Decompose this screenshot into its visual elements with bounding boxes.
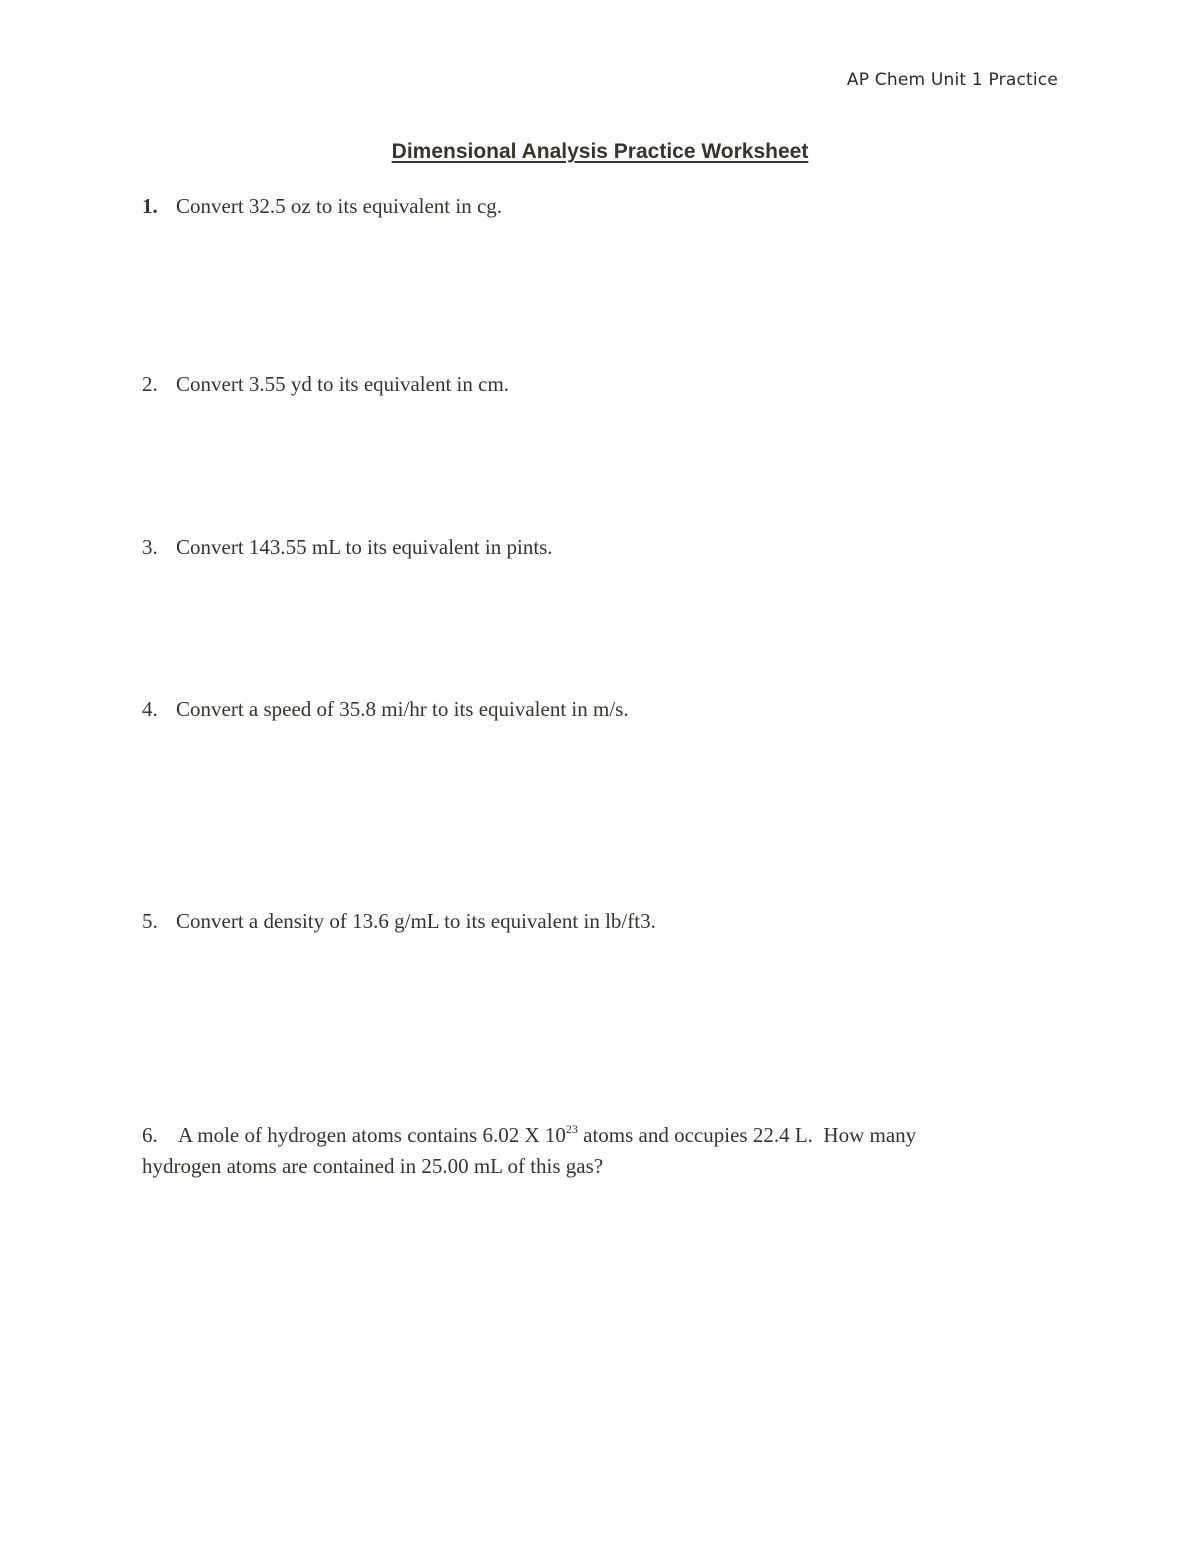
question-4	[142, 694, 629, 725]
question-number: 2.	[142, 372, 158, 396]
question-5	[142, 906, 656, 937]
question-text: Convert 3.55 yd to its equivalent in cm.	[176, 372, 510, 396]
question-number: 5.	[142, 909, 158, 933]
question-text-part-2: atoms and occupies 22.4 L. How many	[577, 1123, 917, 1147]
question-6	[142, 1120, 1042, 1182]
header-course-label: AP Chem Unit 1 Practice	[846, 70, 1058, 90]
question-3	[142, 532, 553, 563]
worksheet-title: Dimensional Analysis Practice Worksheet	[391, 140, 809, 163]
question-number: 1.	[142, 194, 158, 218]
question-number: 6.	[142, 1123, 158, 1147]
question-2	[142, 369, 509, 400]
question-text: Convert 32.5 oz to its equivalent in cg.	[176, 194, 503, 218]
question-text: Convert 143.55 mL to its equivalent in pints.	[176, 535, 553, 559]
question-6-line-2: hydrogen atoms are contained in 25.00 mL of this gas?	[142, 1154, 604, 1178]
exponent: 23	[565, 1122, 578, 1136]
question-text-part-1: A mole of hydrogen atoms contains 6.02 X 10	[178, 1123, 566, 1147]
question-number: 3.	[142, 535, 158, 559]
question-number: 4.	[142, 697, 158, 721]
question-6-line-1	[142, 1120, 1042, 1151]
question-text: Convert a density of 13.6 g/mL to its equivalent in lb/ft3.	[176, 909, 656, 933]
question-text: Convert a speed of 35.8 mi/hr to its equivalent in m/s.	[176, 697, 629, 721]
question-1	[142, 191, 502, 222]
